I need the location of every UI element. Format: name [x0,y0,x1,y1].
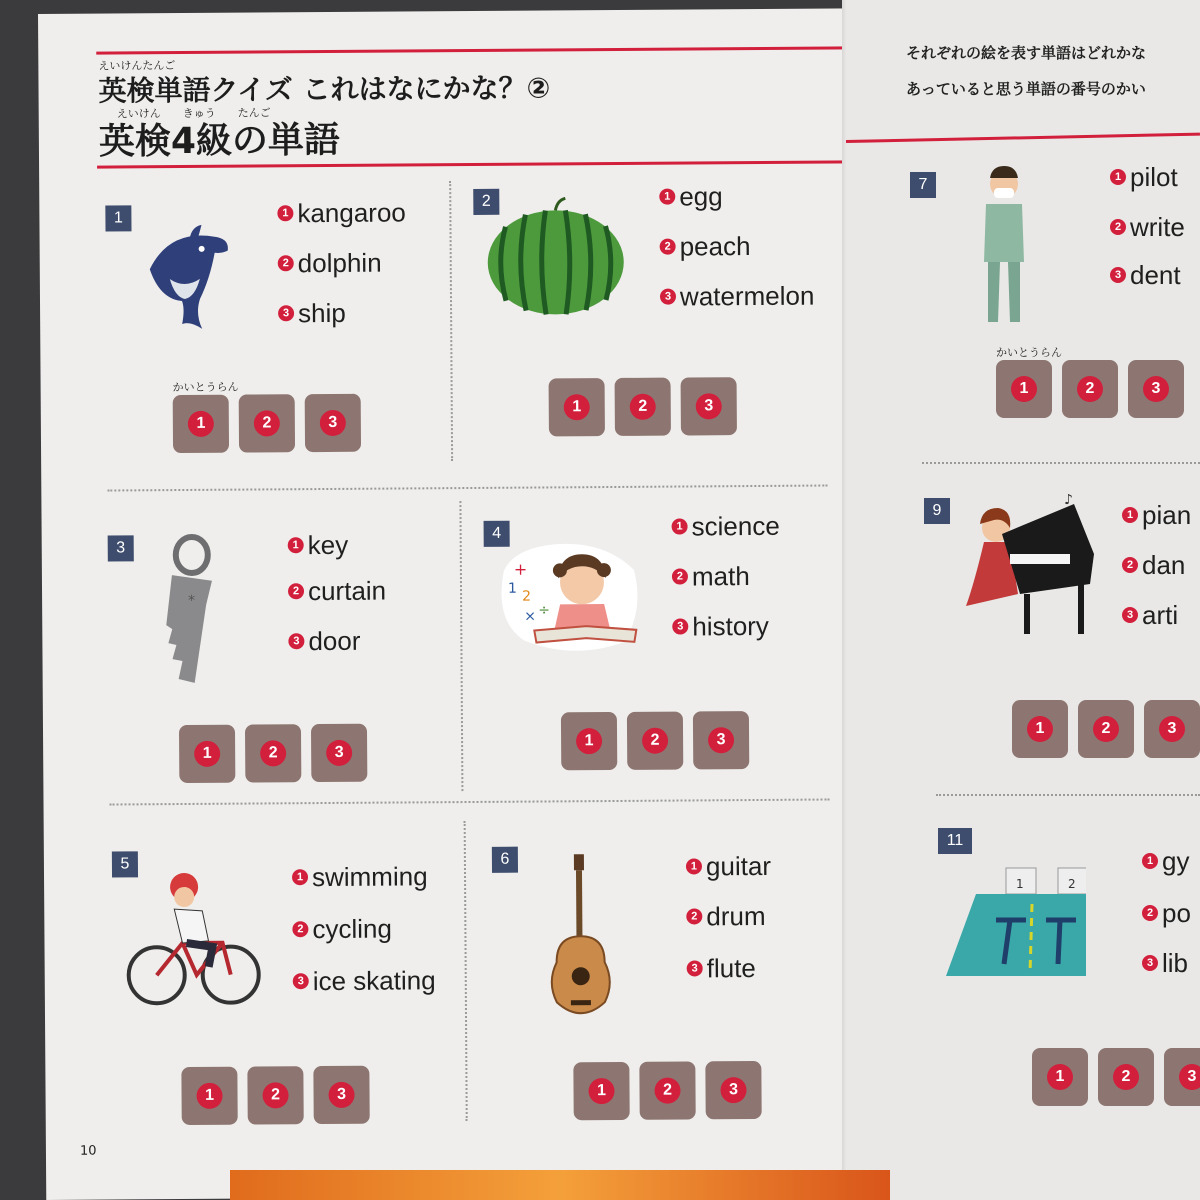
left-page [38,8,896,1200]
answer-choice-1[interactable]: 1 [573,1062,629,1120]
watermelon-icon [485,196,626,317]
underlying-book-edge [230,1170,890,1200]
option-2: 2 peach [660,231,751,263]
divider-horizontal [110,798,830,805]
option-3: 3 dent [1110,260,1181,291]
option-1: 1 pian [1122,500,1191,531]
option-1: 1 key [288,530,349,561]
option-3: 3 lib [1142,948,1188,979]
option-3: 3 ice skating [293,965,436,997]
option-3: 3 arti [1122,600,1178,631]
option-3: 3 watermelon [660,281,815,313]
svg-text:÷: ÷ [538,602,550,619]
title-ruby-top: えいけんたんご [98,59,176,73]
answer-choice-2[interactable]: 2 [639,1061,695,1119]
answer-boxes [573,1061,761,1120]
option-2: 2 drum [686,901,765,933]
svg-text:+: + [513,559,528,579]
top-red-rule [96,46,886,55]
answer-choice-1[interactable]: 1 [1012,700,1068,758]
svg-text:2: 2 [522,588,532,605]
answer-choice-2[interactable]: 2 [1078,700,1134,758]
question-number: 9 [924,498,950,524]
option-3: 3 flute [687,953,756,984]
dolphin-icon [129,209,240,340]
page-title: 英検4級の単語 [98,119,341,163]
option-2: 2 dolphin [278,248,382,280]
answer-choice-2[interactable]: 2 [1062,360,1118,418]
option-1: 1 kangaroo [277,197,406,229]
guitar-icon [540,852,621,1023]
pianist-icon [954,494,1104,644]
option-2: 2 curtain [288,576,386,608]
instruction-line-2: あっていると思う単語の番号のかい [906,80,1146,98]
dentist-icon [968,162,1038,332]
option-1: 1 science [671,511,779,543]
answer-choice-2[interactable]: 2 [247,1066,303,1124]
answer-choice-3[interactable]: 3 [305,394,361,452]
answer-choice-1[interactable]: 1 [549,378,605,436]
question-number: 11 [938,828,972,854]
answer-choice-2[interactable]: 2 [239,394,295,452]
answer-choice-1[interactable]: 1 [1032,1048,1088,1106]
divider-horizontal [936,794,1200,796]
svg-text:♪: ♪ [1064,494,1073,508]
question-number: 1 [105,205,131,231]
answer-choice-2[interactable]: 2 [615,378,671,436]
quiz-subtitle: 英検単語クイズ これはなにかな？② [98,71,551,108]
answer-choice-3[interactable]: 3 [311,724,367,782]
option-1: 1 swimming [292,861,428,893]
question-number: 2 [473,189,499,215]
divider-vertical [449,181,453,461]
svg-text:*: * [188,592,196,609]
question-number: 3 [108,535,134,561]
answer-boxes [173,394,361,453]
answer-choice-1[interactable]: 1 [179,725,235,783]
divider-vertical [464,821,468,1121]
key-icon [142,533,233,694]
answer-choice-3[interactable]: 3 [1164,1048,1200,1106]
answer-choice-1[interactable]: 1 [561,712,617,770]
divider-vertical [459,501,463,791]
answer-boxes [179,724,367,783]
question-number: 5 [112,851,138,877]
instruction-line-1: それぞれの絵を表す単語はどれかな [906,44,1147,62]
girl-studying-math-icon [494,530,645,661]
svg-text:2: 2 [1068,877,1076,891]
answer-label: かいとうらん [996,346,1062,359]
answer-choice-1[interactable]: 1 [996,360,1052,418]
answer-choice-1[interactable]: 1 [173,395,229,453]
answer-choice-3[interactable]: 3 [313,1066,369,1124]
answer-choice-3[interactable]: 3 [693,711,749,769]
option-2: 2 write [1110,212,1185,243]
swimming-pool-icon [946,864,1086,984]
answer-boxes [996,360,1184,418]
answer-choice-3[interactable]: 3 [1144,700,1200,758]
answer-choice-3[interactable]: 3 [705,1061,761,1119]
answer-choice-1[interactable]: 1 [181,1067,237,1125]
option-1: 1 guitar [686,851,771,883]
option-1: 1 pilot [1110,162,1178,193]
option-3: 3 door [288,626,360,658]
answer-boxes [549,377,737,436]
svg-text:1: 1 [507,580,518,597]
red-rule [846,133,1200,143]
answer-boxes [1012,700,1200,758]
title-ruby-main: えいけん きゅう たんご [116,106,271,121]
option-2: 2 po [1142,898,1191,929]
answer-choice-3[interactable]: 3 [1128,360,1184,418]
option-3: 3 ship [278,298,346,329]
answer-choice-2[interactable]: 2 [627,712,683,770]
question-number: 6 [492,847,518,873]
question-number: 7 [910,172,936,198]
cyclist-icon [122,862,263,1013]
option-1: 1 gy [1142,846,1189,877]
answer-label: かいとうらん [172,380,239,395]
right-page [846,0,1200,1200]
svg-text:1: 1 [1016,877,1024,891]
answer-boxes [561,711,749,770]
answer-boxes [1032,1048,1200,1106]
answer-boxes [181,1066,369,1125]
option-2: 2 cycling [292,914,392,946]
divider-horizontal [922,462,1200,464]
option-2: 2 math [672,561,750,593]
answer-choice-2[interactable]: 2 [1098,1048,1154,1106]
svg-text:×: × [524,608,537,625]
answer-choice-3[interactable]: 3 [681,377,737,435]
page-number: 10 [79,1143,97,1159]
option-2: 2 dan [1122,550,1185,581]
question-number: 4 [484,521,510,547]
divider-horizontal [107,485,827,492]
answer-choice-2[interactable]: 2 [245,724,301,782]
option-3: 3 history [672,611,769,643]
option-1: 1 egg [659,181,723,212]
